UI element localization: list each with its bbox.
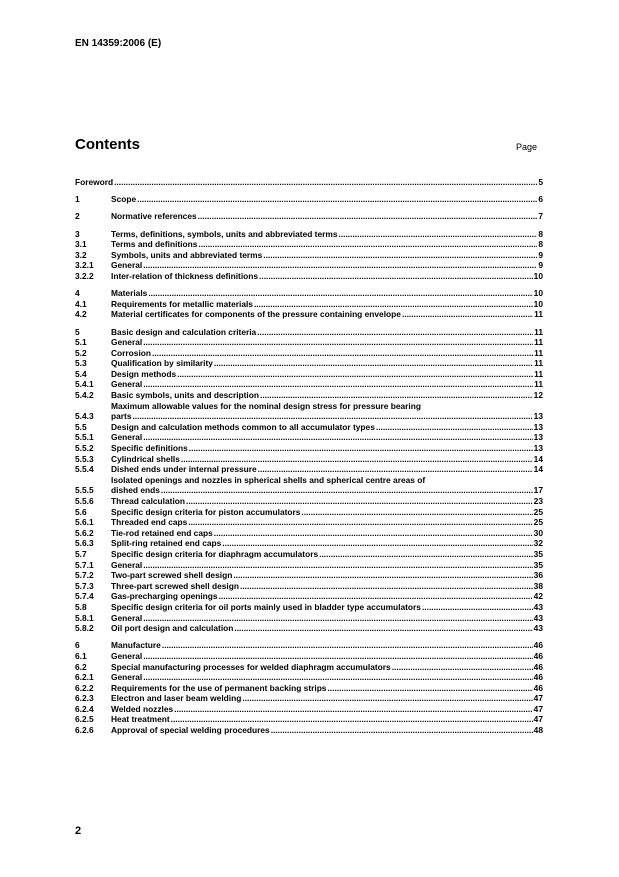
dot-leader (198, 239, 537, 250)
toc-entry-title: General (111, 337, 143, 348)
toc-entry-title: Terms, definitions, symbols, units and abbreviated terms (111, 228, 338, 239)
toc-entry[interactable] (75, 591, 543, 602)
toc-entry-page: 36 (533, 570, 543, 581)
toc-entry-page: 9 (538, 260, 543, 271)
dot-leader (143, 379, 533, 390)
toc-entry-number: 5.2 (75, 347, 87, 358)
toc-entry[interactable] (75, 211, 543, 222)
dot-leader (319, 549, 533, 560)
toc-entry-title: Symbols, units and abbreviated terms (111, 249, 263, 260)
toc-entry[interactable] (75, 683, 543, 694)
toc-entry-title: Requirements for metallic materials (111, 298, 253, 309)
toc-entry-number: 3 (75, 228, 80, 239)
toc-entry-title: General (111, 432, 143, 443)
toc-entry-number: 6.2.4 (75, 703, 94, 714)
toc-entry-title: General (111, 559, 143, 570)
toc-entry-number: 5.6.3 (75, 538, 94, 549)
toc-entry-title: Material certificates for components of the pressure containing envelope (111, 309, 401, 320)
dot-leader (301, 507, 532, 518)
toc-entry-number: 5.4.1 (75, 379, 94, 390)
toc-entry-page: 25 (533, 517, 543, 528)
dot-leader (257, 327, 533, 338)
toc-entry-title: Threaded end caps (111, 517, 188, 528)
toc-entry-number: 5.7.4 (75, 591, 94, 602)
toc-entry-number: 5.4 (75, 368, 87, 379)
toc-entry[interactable] (75, 358, 543, 369)
dot-leader (186, 496, 533, 507)
toc-entry-number: 5.3 (75, 358, 87, 369)
dot-leader (339, 229, 538, 240)
dot-leader (162, 640, 533, 651)
toc-entry[interactable] (75, 194, 543, 205)
toc-entry-title: Oil port design and calculation (111, 623, 234, 634)
toc-entry-page: 11 (534, 379, 543, 390)
toc-entry[interactable] (75, 507, 543, 518)
toc-entry-number: 6 (75, 640, 80, 651)
toc-entry[interactable] (75, 432, 543, 443)
toc-entry-page: 35 (533, 559, 543, 570)
toc-entry-page: 11 (534, 347, 543, 358)
toc-entry-title: Design and calculation methods common to all accumulator types (111, 421, 375, 432)
dot-leader (422, 602, 533, 613)
toc-entry-number: 5.6 (75, 506, 87, 517)
toc-entry-number: 5.4.2 (75, 390, 94, 401)
dot-leader (233, 570, 532, 581)
toc-entry[interactable] (75, 475, 543, 496)
toc-entry[interactable] (75, 369, 543, 380)
toc-entry-number: 5.8.2 (75, 623, 94, 634)
dot-leader (114, 177, 537, 188)
dot-leader (181, 454, 533, 465)
dot-leader (402, 309, 533, 320)
toc-entry-title: Materials (111, 288, 148, 299)
toc-entry-number: 5.7.1 (75, 559, 94, 570)
toc-entry-page: 13 (533, 421, 543, 432)
toc-entry-number: 6.2.2 (75, 682, 94, 693)
dot-leader (198, 211, 538, 222)
dot-leader (152, 348, 533, 359)
dot-leader (376, 422, 533, 433)
toc-entry-title-continued: dished ends (111, 485, 160, 496)
contents-title: Contents (75, 136, 140, 153)
toc-entry-title: General (111, 612, 143, 623)
page-column-label: Page (516, 142, 538, 152)
toc-entry-title: Approval of special welding procedures (111, 725, 270, 736)
dot-leader (214, 358, 533, 369)
toc-entry-page: 23 (533, 496, 543, 506)
toc-entry-title: Split-ring retained end caps (111, 538, 222, 549)
toc-entry-number: 6.2 (75, 661, 87, 672)
toc-entry[interactable] (75, 327, 543, 338)
toc-entry-page: 43 (533, 612, 543, 623)
toc-entry[interactable] (75, 443, 543, 454)
dot-leader (137, 194, 537, 205)
table-of-contents (75, 177, 543, 736)
toc-entry[interactable] (75, 602, 543, 613)
toc-entry-page: 8 (538, 228, 543, 239)
toc-entry-title: Dished ends under internal pressure (111, 464, 257, 475)
toc-entry-page: 6 (538, 194, 543, 205)
toc-entry-title: Inter-relation of thickness definitions (111, 270, 259, 281)
toc-entry[interactable] (75, 401, 543, 422)
toc-entry-number: 5.7 (75, 548, 87, 559)
toc-entry-title: Manufacture (111, 640, 161, 651)
toc-entry[interactable] (75, 693, 543, 704)
toc-entry[interactable] (75, 613, 543, 624)
toc-entry-page: 43 (533, 623, 543, 634)
toc-entry-number: 3.2.1 (75, 260, 94, 271)
toc-entry[interactable] (75, 496, 543, 507)
toc-entry-title: Two-part screwed shell design (111, 570, 233, 581)
toc-entry[interactable] (75, 528, 543, 539)
toc-entry-page: 7 (538, 211, 543, 222)
toc-entry-number: 5.5.6 (75, 496, 94, 506)
toc-entry-page: 8 (538, 239, 543, 250)
toc-entry-number: 3.2 (75, 249, 87, 260)
toc-entry-page: 35 (533, 548, 543, 559)
dot-leader (143, 651, 532, 662)
toc-entry-page: 46 (533, 672, 543, 683)
toc-entry[interactable] (75, 560, 543, 571)
toc-entry[interactable] (75, 177, 543, 188)
toc-entry-title: Cylindrical shells (111, 453, 180, 464)
toc-entry-number: 4.2 (75, 309, 87, 320)
dot-leader (143, 260, 537, 271)
toc-entry-page: 47 (533, 714, 543, 725)
toc-entry-page: 10 (533, 288, 543, 299)
toc-entry-title: Gas-precharging openings (111, 591, 218, 602)
toc-entry-title: Maximum allowable values for the nominal design stress for pressure bearing (111, 400, 421, 411)
toc-entry-page: 46 (533, 650, 543, 661)
toc-entry-page: 46 (533, 661, 543, 672)
toc-entry-title: Basic symbols, units and description (111, 390, 259, 401)
toc-entry-title: Terms and definitions (111, 239, 198, 250)
toc-entry-number: 6.2.6 (75, 725, 94, 736)
toc-entry-title: General (111, 260, 143, 271)
toc-entry-title: Heat treatment (111, 714, 170, 725)
toc-entry-title: Basic design and calculation criteria (111, 326, 257, 337)
toc-entry-number: 5.5.3 (75, 453, 94, 464)
toc-entry[interactable] (75, 517, 543, 528)
toc-entry-title: Requirements for the use of permanent backing strips (111, 682, 327, 693)
toc-entry-page: 13 (533, 432, 543, 443)
toc-entry-page: 17 (533, 485, 543, 496)
toc-entry[interactable] (75, 651, 543, 662)
toc-entry-number: 5.8 (75, 601, 87, 612)
dot-leader (148, 288, 532, 299)
toc-entry-title: Thread calculation (111, 496, 185, 506)
toc-entry[interactable] (75, 250, 543, 261)
toc-entry-title: Corrosion (111, 347, 152, 358)
dot-leader (174, 704, 532, 715)
toc-entry-number: 5.5.1 (75, 432, 94, 443)
dot-leader (188, 517, 532, 528)
toc-entry-number: 5.5.4 (75, 464, 94, 475)
toc-entry[interactable] (75, 271, 543, 282)
toc-entry[interactable] (75, 672, 543, 683)
dot-leader (143, 613, 532, 624)
toc-entry-page: 11 (534, 309, 543, 320)
toc-entry-number: 5.5.2 (75, 443, 94, 454)
toc-entry-page: 13 (533, 443, 543, 454)
dot-leader (132, 411, 532, 422)
dot-leader (143, 672, 532, 683)
toc-entry[interactable] (75, 390, 543, 401)
toc-entry[interactable] (75, 288, 543, 299)
dot-leader (177, 369, 533, 380)
toc-entry-title: Specific design criteria for oil ports mainly used in bladder type accumulators (111, 601, 421, 612)
dot-leader (143, 432, 532, 443)
dot-leader (214, 528, 533, 539)
dot-leader (259, 271, 533, 282)
toc-entry-number: 5.4.3 (75, 411, 94, 422)
toc-entry-number: 5.7.2 (75, 570, 94, 581)
toc-entry-title: General (111, 672, 143, 683)
page-number: 2 (75, 825, 82, 837)
toc-entry-title: Qualification by similarity (111, 358, 213, 369)
toc-entry-page: 14 (533, 453, 543, 464)
toc-entry-page: 10 (533, 270, 543, 281)
toc-entry-page: 9 (538, 249, 543, 260)
toc-entry-number: 5.8.1 (75, 612, 94, 623)
toc-entry-title: Specific design criteria for piston accumulators (111, 506, 301, 517)
toc-entry-number: 5.7.3 (75, 580, 94, 591)
toc-entry[interactable] (75, 714, 543, 725)
toc-entry-number: 3.1 (75, 239, 87, 250)
toc-entry[interactable] (75, 337, 543, 348)
toc-entry-title: Scope (111, 194, 137, 205)
toc-entry-title: Foreword (75, 177, 114, 187)
toc-entry[interactable] (75, 464, 543, 475)
toc-entry-title: Special manufacturing processes for welded diaphragm accumulators (111, 661, 391, 672)
toc-entry[interactable] (75, 348, 543, 359)
toc-entry-number: 2 (75, 211, 80, 222)
toc-entry-page: 46 (533, 640, 543, 651)
toc-entry-page: 48 (533, 725, 543, 736)
toc-entry-page: 42 (533, 591, 543, 602)
toc-entry[interactable] (75, 662, 543, 673)
dot-leader (392, 662, 533, 673)
dot-leader (234, 623, 532, 634)
toc-entry-title: Tie-rod retained end caps (111, 527, 213, 538)
toc-entry-page: 32 (533, 538, 543, 549)
dot-leader (143, 337, 533, 348)
toc-entry-page: 46 (533, 682, 543, 693)
toc-entry-page: 11 (534, 358, 543, 369)
toc-entry[interactable] (75, 422, 543, 433)
toc-entry-page: 12 (533, 390, 543, 401)
toc-entry[interactable] (75, 640, 543, 651)
toc-entry-number: 1 (75, 194, 80, 205)
dot-leader (240, 581, 533, 592)
toc-entry-page: 30 (533, 527, 543, 538)
toc-entry-number: 3.2.2 (75, 270, 94, 281)
toc-entry[interactable] (75, 570, 543, 581)
toc-entry-title: General (111, 379, 143, 390)
toc-entry-number: 5.6.1 (75, 517, 94, 528)
dot-leader (171, 714, 533, 725)
dot-leader (258, 464, 533, 475)
dot-leader (260, 390, 533, 401)
toc-entry-title: Welded nozzles (111, 703, 174, 714)
toc-entry[interactable] (75, 299, 543, 310)
toc-entry[interactable] (75, 581, 543, 592)
dot-leader (222, 538, 532, 549)
toc-entry-title-continued: parts (111, 411, 132, 422)
document-id: EN 14359:2006 (E) (75, 38, 162, 49)
toc-entry-title: Design methods (111, 368, 177, 379)
toc-entry[interactable] (75, 454, 543, 465)
toc-entry[interactable] (75, 725, 543, 736)
toc-entry-page: 10 (533, 298, 543, 309)
dot-leader (271, 725, 533, 736)
toc-entry-title: Specific design criteria for diaphragm accumulators (111, 548, 319, 559)
toc-entry-number: 5.1 (75, 337, 87, 348)
dot-leader (161, 485, 533, 496)
toc-entry-title: General (111, 650, 143, 661)
toc-entry-number: 4 (75, 288, 80, 299)
toc-entry-page: 43 (533, 601, 543, 612)
toc-entry-number: 5.5 (75, 421, 87, 432)
toc-entry-number: 5 (75, 326, 80, 337)
toc-entry[interactable] (75, 309, 543, 320)
toc-entry-number: 6.2.3 (75, 693, 94, 704)
toc-entry-title: Normative references (111, 211, 197, 222)
toc-entry-page: 47 (533, 693, 543, 704)
toc-entry-page: 5 (538, 177, 543, 187)
toc-entry[interactable] (75, 260, 543, 271)
toc-entry-number: 6.2.5 (75, 714, 94, 725)
toc-entry-number: 6.2.1 (75, 672, 94, 683)
dot-leader (189, 443, 533, 454)
toc-entry-title: Three-part screwed shell design (111, 580, 239, 591)
toc-entry-page: 38 (533, 580, 543, 591)
toc-entry[interactable] (75, 704, 543, 715)
toc-entry-page: 25 (533, 506, 543, 517)
toc-entry-page: 11 (534, 326, 543, 337)
toc-entry-number: 5.5.5 (75, 485, 94, 496)
dot-leader (327, 683, 532, 694)
dot-leader (242, 693, 532, 704)
toc-entry-title: Specific definitions (111, 443, 188, 454)
toc-entry-page: 14 (533, 464, 543, 475)
toc-entry-page: 11 (534, 368, 543, 379)
toc-entry[interactable] (75, 229, 543, 240)
toc-entry-page: 11 (534, 337, 543, 348)
toc-entry-title: Electron and laser beam welding (111, 693, 242, 704)
dot-leader (219, 591, 533, 602)
toc-entry[interactable] (75, 623, 543, 634)
toc-entry[interactable] (75, 239, 543, 250)
toc-entry-title: Isolated openings and nozzles in spherical shells and spherical centre areas of (111, 474, 426, 485)
toc-entry[interactable] (75, 538, 543, 549)
toc-entry-page: 47 (533, 703, 543, 714)
toc-entry[interactable] (75, 549, 543, 560)
toc-entry-number: 6.1 (75, 650, 87, 661)
toc-entry[interactable] (75, 379, 543, 390)
toc-entry-number: 4.1 (75, 298, 87, 309)
toc-entry-number: 5.6.2 (75, 527, 94, 538)
dot-leader (143, 560, 532, 571)
dot-leader (263, 250, 537, 261)
dot-leader (254, 299, 533, 310)
toc-entry-page: 13 (533, 411, 543, 422)
